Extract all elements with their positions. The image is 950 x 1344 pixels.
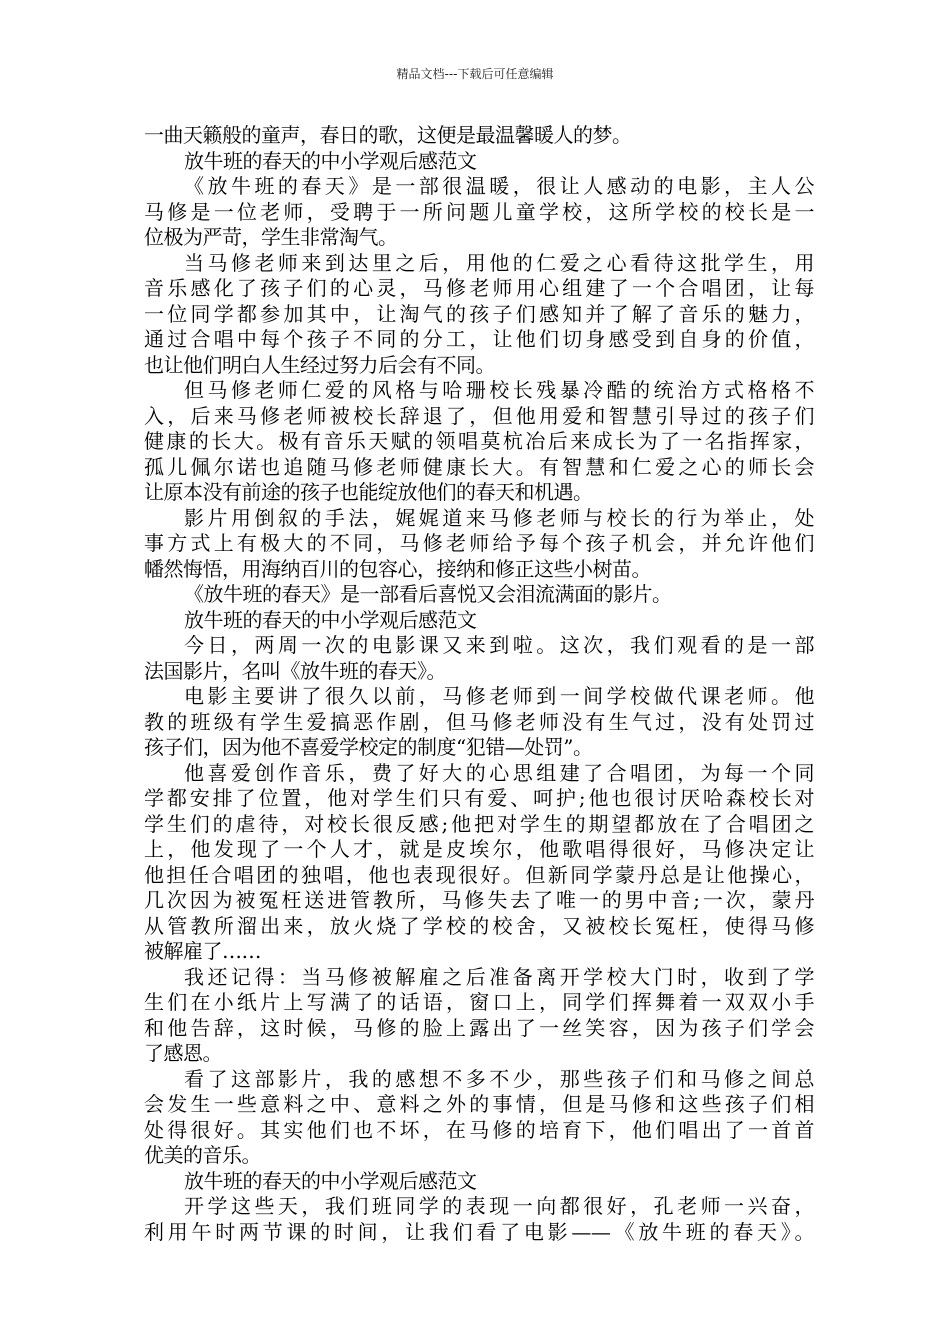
text-line: 学都安排了位置，他对学生们只有爱、呵护;他也很讨厌哈森校长对 — [144, 786, 814, 810]
text-line: 孤儿佩尔诺也追随马修老师健康长大。有智慧和仁爱之心的师长会 — [144, 454, 814, 479]
text-line: 他担任合唱团的独唱，他也表现很好。但新同学蒙丹总是让他操心， — [144, 862, 814, 887]
text-line: 会发生一些意料之中、意料之外的事情，但是马修和这些孩子们相 — [144, 1092, 814, 1116]
text-line: 被解雇了…… — [144, 939, 261, 963]
text-line: 了感恩。 — [144, 1041, 222, 1065]
text-line: 他喜爱创作音乐，费了好大的心思组建了合唱团，为每一个同 — [184, 760, 814, 785]
text-line: 处得很好。其实他们也不坏，在马修的培育下，他们唱出了一首首 — [144, 1117, 814, 1142]
text-line: 让原本没有前途的孩子也能绽放他们的春天和机遇。 — [144, 480, 593, 504]
text-line: 和他告辞，这时候，马修的脸上露出了一丝笑容，因为孩子们学会 — [144, 1015, 814, 1040]
article-body — [144, 123, 814, 1245]
text-line: 上，他发现了一个人才，就是皮埃尔，他歌唱得很好，马修决定让 — [144, 837, 814, 861]
text-line: 事方式上有极大的不同，马修老师给予每个孩子机会，并允许他们 — [144, 531, 814, 555]
text-line: 《放牛班的春天》是一部看后喜悦又会泪流满面的影片。 — [184, 582, 672, 606]
text-line: 今日，两周一次的电影课又来到啦。这次，我们观看的是一部 — [184, 633, 814, 657]
text-line: 入，后来马修老师被校长辞退了，但他用爱和智慧引导过的孩子们 — [144, 403, 814, 428]
text-line: 放牛班的春天的中小学观后感范文 — [184, 607, 477, 632]
text-line: 健康的长大。极有音乐天赋的领唱莫杭冶后来成长为了一名指挥家， — [144, 429, 814, 453]
text-line: 当马修老师来到达里之后，用他的仁爱之心看待这批学生，用 — [184, 250, 814, 275]
text-line: 生们在小纸片上写满了的话语，窗口上，同学们挥舞着一双双小手 — [144, 990, 814, 1014]
text-line: 优美的音乐。 — [144, 1143, 261, 1167]
text-line: 《放牛班的春天》是一部很温暖，很让人感动的电影，主人公 — [184, 174, 814, 198]
text-line: 开学这些天，我们班同学的表现一向都很好，孔老师一兴奋， — [184, 1194, 814, 1218]
text-line: 放牛班的春天的中小学观后感范文 — [184, 148, 477, 173]
text-line: 电影主要讲了很久以前，马修老师到一间学校做代课老师。他 — [184, 684, 814, 708]
text-line: 孩子们，因为他不喜爱学校定的制度“犯错—处罚”。 — [144, 735, 593, 759]
text-line: 从管教所溜出来，放火烧了学校的校舍，又被校长冤枉，使得马修 — [144, 913, 814, 938]
text-line: 一曲天籁般的童声，春日的歌，这便是最温馨暖人的梦。 — [144, 123, 632, 147]
text-line: 利用午时两节课的时间，让我们看了电影——《放牛班的春天》。 — [144, 1219, 814, 1244]
text-line: 几次因为被冤枉送进管教所，马修失去了唯一的男中音;一次，蒙丹 — [144, 888, 814, 912]
text-line: 也让他们明白人生经过努力后会有不同。 — [144, 352, 495, 377]
text-line: 幡然悔悟，用海纳百川的包容心，接纳和修正这些小树苗。 — [144, 556, 651, 581]
text-line: 一位同学都参加其中，让淘气的孩子们感知并了解了音乐的魅力， — [144, 301, 814, 326]
text-line: 位极为严苛，学生非常淘气。 — [144, 225, 398, 249]
text-line: 音乐感化了孩子们的心灵，马修老师用心组建了一个合唱团，让每 — [144, 276, 814, 300]
page-header: 精品文档---下载后可任意编辑 — [396, 67, 554, 81]
text-line: 放牛班的春天的中小学观后感范文 — [184, 1168, 477, 1193]
text-line: 通过合唱中每个孩子不同的分工，让他们切身感受到自身的价值， — [144, 327, 814, 351]
text-line: 我还记得：当马修被解雇之后准备离开学校大门时，收到了学 — [184, 964, 814, 989]
text-line: 但马修老师仁爱的风格与哈珊校长残暴冷酷的统治方式格格不 — [184, 378, 814, 402]
text-line: 学生们的虐待，对校长很反感;他把对学生的期望都放在了合唱团之 — [144, 811, 814, 836]
text-line: 看了这部影片，我的感想不多不少，那些孩子们和马修之间总 — [184, 1066, 814, 1091]
text-line: 影片用倒叙的手法，娓娓道来马修老师与校长的行为举止，处 — [184, 505, 814, 530]
text-line: 教的班级有学生爱搞恶作剧，但马修老师没有生气过，没有处罚过 — [144, 709, 814, 734]
text-line: 法国影片，名叫《放牛班的春天》。 — [144, 658, 446, 683]
text-line: 马修是一位老师，受聘于一所问题儿童学校，这所学校的校长是一 — [144, 199, 814, 224]
